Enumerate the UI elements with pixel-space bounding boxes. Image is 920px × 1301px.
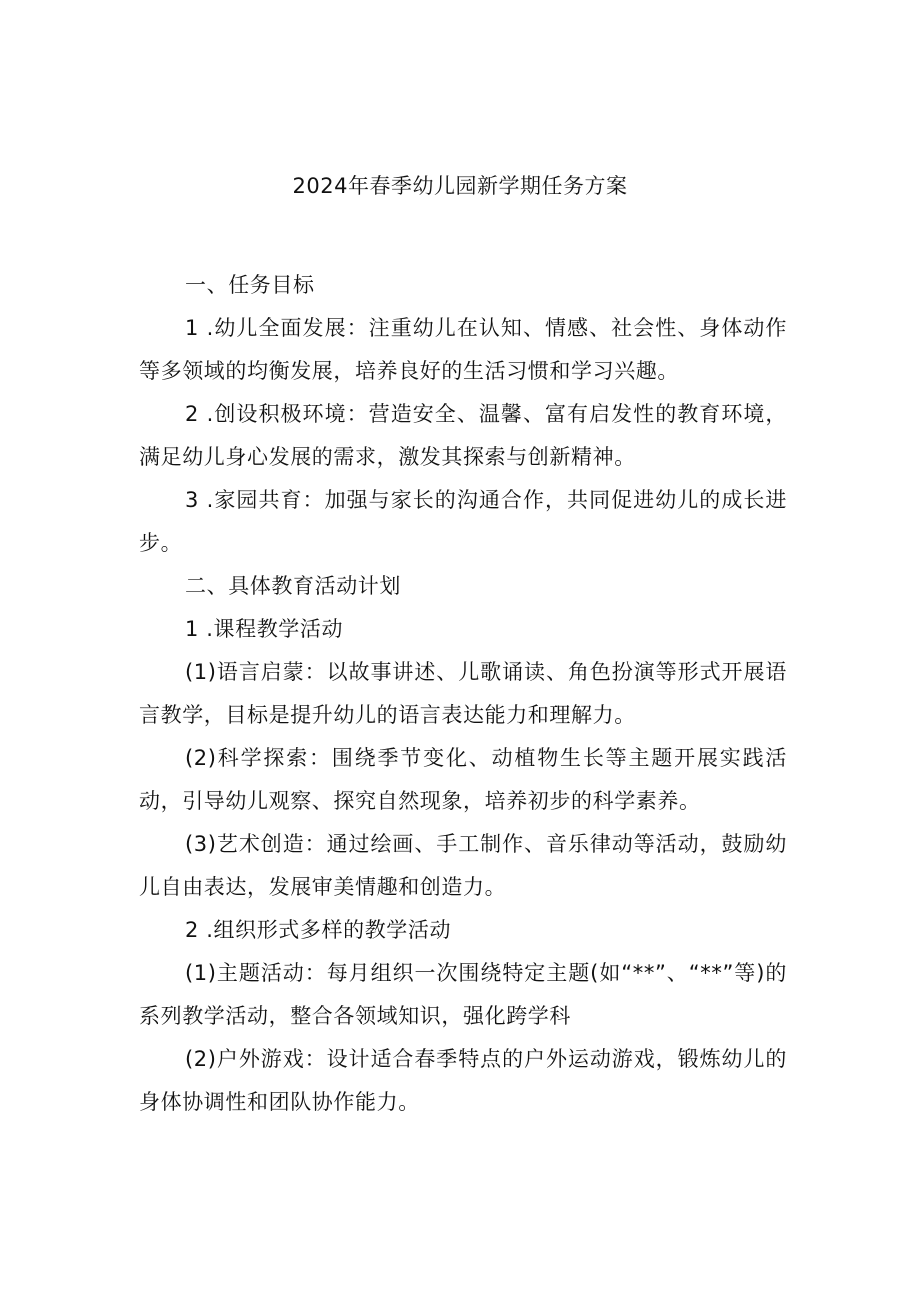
subheading-diverse-activities: 2 .组织形式多样的教学活动 [185,918,452,942]
paragraph-outdoor-games: (2)户外游戏：设计适合春季特点的户外运动游戏，锻炼幼儿的身体协调性和团队协作能力。 [139,1047,787,1114]
subheading-course-teaching: 1 .课程教学活动 [185,617,344,641]
paragraph-science: (2)科学探索：围绕季节变化、动植物生长等主题开展实践活动，引导幼儿观察、探究自然现象，培养初步的科学素养。 [139,746,787,813]
section-heading-goals: 一、任务目标 [185,273,315,297]
paragraph-goal-2: 2 .创设积极环境：营造安全、温馨、富有启发性的教育环境，满足幼儿身心发展的需求，激发其探索与创新精神。 [139,402,787,469]
paragraph-theme-activities: (1)主题活动：每月组织一次围绕特定主题(如“**”、“**”等)的系列教学活动，整合各领域知识，强化跨学科 [139,961,787,1028]
paragraph-goal-1: 1 .幼儿全面发展：注重幼儿在认知、情感、社会性、身体动作等多领域的均衡发展，培养良好的生活习惯和学习兴趣。 [139,316,787,383]
section-heading-activities: 二、具体教育活动计划 [185,574,401,598]
paragraph-goal-3: 3 .家园共育：加强与家长的沟通合作，共同促进幼儿的成长进步。 [139,488,787,555]
document-body [139,264,787,1124]
document-title: 2024年春季幼儿园新学期任务方案 [292,174,628,198]
paragraph-art: (3)艺术创造：通过绘画、手工制作、音乐律动等活动，鼓励幼儿自由表达，发展审美情趣和创造力。 [139,832,787,899]
paragraph-language: (1)语言启蒙：以故事讲述、儿歌诵读、角色扮演等形式开展语言教学，目标是提升幼儿的语言表达能力和理解力。 [139,660,787,727]
